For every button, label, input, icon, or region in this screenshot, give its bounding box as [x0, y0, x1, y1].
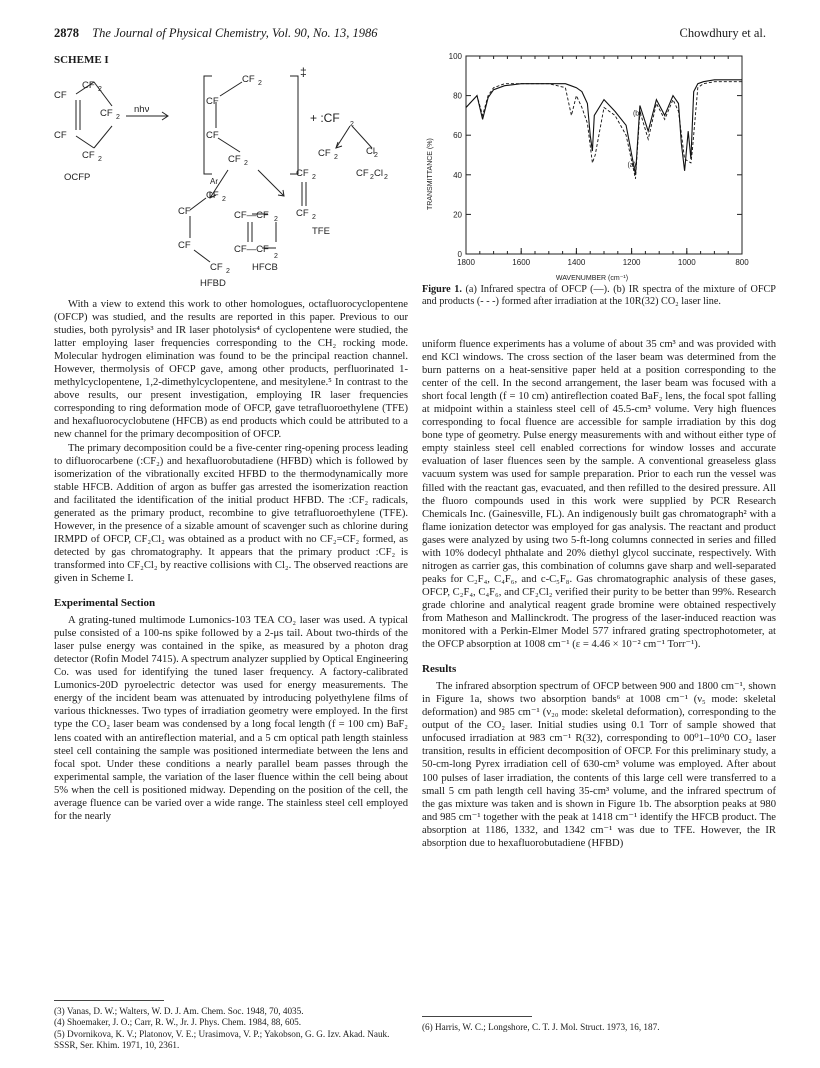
y-tick-label: 40	[453, 170, 462, 180]
svg-text:Cl: Cl	[374, 168, 383, 179]
svg-text:CF: CF	[318, 148, 331, 159]
body-paragraph: uniform fluence experiments has a volume of about 35 cm³ and was provided with end KCl windows. The cross section of the laser beam was determined from the burn patterns on a heat-sensitive paper held at a position corresponding to the center of the cell. In the second arrangement, the laser beam was focused with a short focal length (f = 10 cm) antireflection coated BaF₂ lens, the focal spot falling at midpoint within a stainless steel cell of 45.5-cm³ volume. Very high fluences corresponding to focal fluence are accessible for sample irradiation by this dog bone type of geometry. Pulse energy measurements with and without either type of empty stainless steel cell enabled corrections for window losses and accurate evaluation of laser fluences seen by the sample. A conventional greaseless glass vacuum system was used for sample preparation. Prior to each run the vessel was filled with the reactant gas, evacuated, and then refilled to the desired pressure. All the fluoro compounds used in this work were supplied by PCR Research Chemicals Inc. (Gainesville, FL). An indigenously built gas chromatograph² with a flame ionization detector was employed for gas analysis. The reactant and product gases were analyzed by using two 5-ft-long columns connected in series and filled with 10% dodecyl phthalate and 20% diethyl glycol succinate, respectively. With nitrogen as carrier gas, this combination of columns gave sharp and well-separated peaks for C₂F₄, C₄F₆, and c-C₅F₈. Gas chromatographic analysis of these gases, OFCP, C₂F₄, C₄F₆, and CF₂Cl₂ verified their purity to be better than 99%. Research grade chlorine and analytical reagent grade bromine were obtained respectively from Matheson and Mallinckrodt. The progress of the laser-induced reaction was monitored with a Perkin-Elmer Model 577 infrared grating spectrophotometer, at the OFCP absorption at 1008 cm⁻¹ (ε = 4.46 × 10⁻² cm⁻¹ Torr⁻¹).	[422, 339, 776, 651]
svg-text:2: 2	[98, 156, 102, 163]
curve-label-a: (a)	[627, 161, 637, 169]
body-paragraph: With a view to extend this work to other homologues, octafluorocyclopentene (OFCP) was studied, and the results are reported in this paper. Previous to our studies, both pyrolysis³ and IR laser photolysis⁴ of cyclopentene were studied, the latter employing laser frequencies corresponding to the CH₂ rocking mode. Molecular hydrogen elimination was found to be the principal reaction channel. However, thermolysis of OFCP gave, among other products, perfluorinated 1-methylcyclopentene, 1,2-dimethylcyclopentene, and mesitylene.⁵ In contrast to the above results, our present investigation, employing IR laser frequencies corresponding to ring deformation mode of OFCP, gave tetrafluoroethylene (TFE) and hexafluorocyclobutene (HFCB) as end products which could be attributed to a new channel for the primary decomposition of OFCP.	[54, 299, 408, 441]
running-header	[54, 26, 766, 44]
figure-caption-text: (a) Infrared spectra of OFCP (—). (b) IR spectra of the mixture of OFCP and products (- - -) formed after irradiation at the 10R(32) CO₂ laser line.	[422, 284, 776, 308]
body-paragraph: The infrared absorption spectrum of OFCP between 900 and 1800 cm⁻¹, shown in Figure 1a, shows two absorption bands⁶ at 1008 cm⁻¹ (ν₅ mode: skeletal deformation) and 985 cm⁻¹ (ν₂₀ mode: skeletal deformation), corresponding to the output of the CO₂ laser. Initial studies using 0.1 Torr of sample showed that unfocused irradiation at 983 cm⁻¹ R(32), corresponding to 00⁰1–10⁰0 CO₂ laser transition, results in efficient decomposition of OFCP. For this preliminary study, a 50-cm-long Pyrex irradiation cell of 630-cm³ volume was employed. After about 100 pulses of laser irradiation, the contents of this large cell were transferred to a small 5 cm path length cell having 35-cm³ volume, and the infrared spectrum of the gas mixture was taken and is shown in Figure 1b. The absorption peaks at 980 and 985 cm⁻¹ together with the peak at 1418 cm⁻¹ identify the HFCB product. The absorption at 1186, 1332, and 1342 cm⁻¹ was due to TFE. However, the IR absorption due to hexafluorobutadiene (HFBD)	[422, 681, 776, 849]
svg-text:CF: CF	[54, 130, 67, 141]
svg-text:CF: CF	[82, 80, 95, 91]
y-tick-label: 20	[453, 210, 462, 220]
svg-text:2: 2	[274, 216, 278, 223]
svg-text:2: 2	[384, 174, 388, 181]
svg-text:2: 2	[116, 114, 120, 121]
section-heading: Experimental Section	[54, 597, 156, 610]
scheme-label-plus-cf2: + :CF	[310, 111, 340, 125]
y-tick-label: 60	[453, 131, 462, 141]
svg-text:2: 2	[274, 253, 278, 260]
scheme-label-cl2: Cl	[366, 146, 375, 157]
section-heading: Results	[422, 663, 457, 676]
x-tick-label: 1200	[622, 258, 641, 267]
svg-text:CF: CF	[206, 96, 219, 107]
scheme-label-cf2cl2: CF	[356, 168, 369, 179]
svg-text:2: 2	[258, 80, 262, 87]
svg-text:CF: CF	[178, 206, 191, 217]
svg-text:2: 2	[244, 160, 248, 167]
footnotes-left	[54, 1006, 408, 1052]
ir-spectrum-chart	[422, 50, 776, 282]
footnote: (4) Shoemaker, J. O.; Carr, R. W., Jr. J. Phys. Chem. 1984, 88, 605.	[54, 1017, 302, 1028]
footnote-rule	[54, 1000, 164, 1001]
x-tick-label: 1400	[567, 258, 586, 267]
right-column	[422, 338, 776, 850]
svg-text:CF: CF	[206, 190, 219, 201]
footnote: (3) Vanas, D. W.; Walters, W. D. J. Am. Chem. Soc. 1948, 70, 4035.	[54, 1006, 304, 1016]
svg-text:CF: CF	[82, 150, 95, 161]
svg-text:CF: CF	[296, 168, 309, 179]
svg-text:CF: CF	[296, 208, 309, 219]
svg-text:2: 2	[370, 174, 374, 181]
svg-text:2: 2	[334, 154, 338, 161]
series-a-line	[466, 80, 742, 175]
y-tick-label: 80	[453, 91, 462, 101]
footnote: (5) Dvornikova, K. V.; Platonov, V. E.; Urasimova, V. P.; Yakobson, G. G. Izv. Akad. Nauk. SSSR, Ser. Khim. 1971, 10, 2361.	[54, 1028, 390, 1051]
footnote-rule	[422, 1016, 532, 1017]
y-axis-label: TRANSMITTANCE (%)	[427, 138, 434, 210]
svg-text:2: 2	[312, 174, 316, 181]
body-paragraph: A grating-tuned multimode Lumonics-103 TEA CO₂ laser was used. A typical pulse consisted of a 100-ns spike followed by a 2-μs tail. About two-thirds of the laser pulse energy was contained in the spike, as measured by a photon drag detector (Rofin Model 7415). A spectrum analyzer supplied by Optical Engineering Co. was used for identifying the tuned laser frequency. A factory-calibrated Lumonics-20D pyroelectric detector was used for energy measurements. The energy of the incident beam was attenuated by introducing polyethylene films of various thicknesses. Two types of irradiation geometry were employed. In the first type the CO₂ laser beam was condensed by a long focal length (f = 100 cm) BaF₂ lens coated with an antireflection material, and a 5 cm optical path length stainless steel cell containing the sample was positioned intermediate between the lens and focal spot. Under these conditions a nearly parallel beam passes through the experimental sample, the variation of the laser fluence within the cell being about 5% when the cell is positioned midway. Depending on the position of the cell, the average fluence can be varied over a wide range. The stainless steel cell employed for the nearly	[54, 615, 408, 822]
scheme-label-dagger: ‡	[300, 66, 307, 79]
curve-label-b: (b)	[632, 110, 642, 118]
journal-citation: The Journal of Physical Chemistry, Vol. 90, No. 13, 1986	[92, 26, 378, 40]
svg-text:2: 2	[222, 196, 226, 203]
figure-caption	[422, 284, 776, 309]
svg-text:CF: CF	[178, 240, 191, 251]
svg-text:CF: CF	[100, 108, 113, 119]
y-tick-label: 0	[457, 250, 462, 259]
y-tick-label: 100	[448, 52, 462, 61]
svg-text:2: 2	[312, 214, 316, 221]
svg-text:2: 2	[350, 121, 354, 128]
scheme-label-ar: Ar	[210, 177, 218, 186]
page-number: 2878	[54, 26, 79, 40]
scheme-label-tfe: TFE	[312, 226, 330, 237]
x-tick-label: 1600	[512, 258, 531, 267]
svg-text:CF—CF: CF—CF	[234, 210, 269, 221]
author-line: Chowdhury et al.	[679, 26, 766, 40]
scheme-label-ocfp: OCFP	[64, 172, 91, 183]
svg-text:CF: CF	[228, 154, 241, 165]
svg-text:CF—CF: CF—CF	[234, 244, 269, 255]
series-b-line	[466, 82, 742, 179]
scheme-label-nhv: nhν	[134, 104, 150, 115]
svg-text:2: 2	[226, 268, 230, 275]
svg-text:2: 2	[374, 152, 378, 159]
x-tick-label: 1800	[457, 258, 475, 267]
svg-text:CF: CF	[242, 74, 255, 85]
svg-text:2: 2	[98, 86, 102, 93]
left-column	[54, 298, 408, 823]
scheme-label-hfbd: HFBD	[200, 278, 226, 286]
x-tick-label: 1000	[677, 258, 696, 267]
footnote: (6) Harris, W. C.; Longshore, C. T. J. Mol. Struct. 1973, 16, 187.	[422, 1022, 660, 1032]
svg-text:CF: CF	[54, 90, 67, 101]
svg-text:CF: CF	[210, 262, 223, 273]
figure-caption-label: Figure 1.	[422, 284, 462, 295]
svg-text:CF: CF	[206, 130, 219, 141]
body-paragraph: The primary decomposition could be a five-center ring-opening process leading to difluorocarbene (:CF₂) and hexafluorobutadiene (HFBD) which is followed by isomerization of the vibrationally excited HFBD to the thermodynamically more stable HFCB. Addition of argon as buffer gas arrested the isomerization reaction and facilitated the identification of the initial product HFBD. The :CF₂ radicals, generated as the primary product, recombine to give tetrafluoroethylene (TFE). However, in the presence of a sizable amount of scavenger such as chlorine during IRMPD of OFCP, CF₂Cl₂ was obtained as a product with no CF₂=CF₂ formed, as detected by gas chromatography. It appears that the primary product :CF₂ is transformed into CF₂Cl₂ by reactive collisions with Cl₂. The observed reactions are given in Scheme I.	[54, 442, 408, 584]
x-tick-label: 800	[735, 258, 749, 267]
reaction-scheme	[54, 66, 408, 286]
scheme-label-hfcb: HFCB	[252, 262, 278, 273]
scheme-title: SCHEME I	[54, 54, 109, 66]
x-axis-label: WAVENUMBER (cm⁻¹)	[555, 275, 629, 282]
